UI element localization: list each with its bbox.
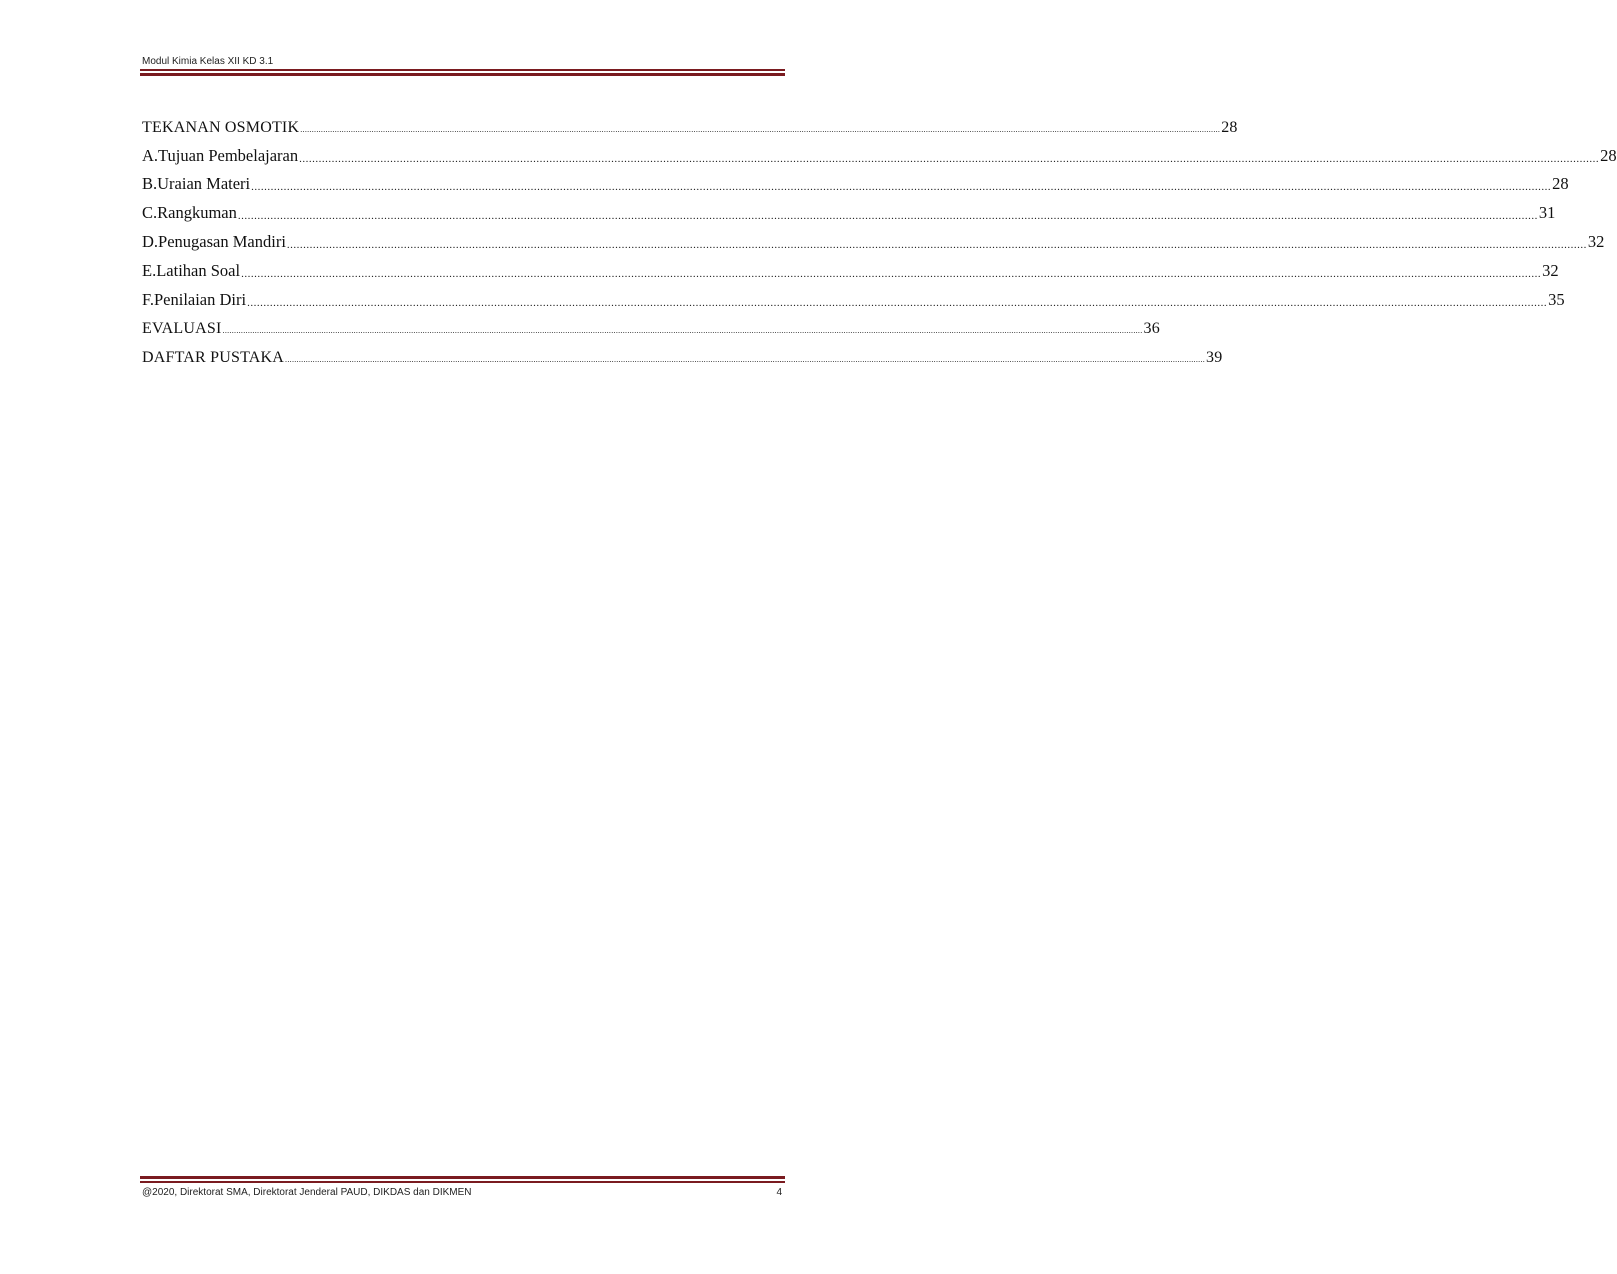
toc-entry-page: 36 <box>1143 320 1160 338</box>
footer-rule-thin <box>140 1181 785 1183</box>
toc-leader-dots: ................................................................................................................................................................................................................................................................................................................................................................................................................ <box>241 267 1542 280</box>
toc-leader-dots: ................................................................................................................................................................................................................................................................................................................................................................................................................ <box>286 238 1587 251</box>
header-rule-thin <box>140 69 785 71</box>
toc-entry-page: 32 <box>1587 231 1605 251</box>
toc-entry-page: 32 <box>1542 260 1559 280</box>
toc-entry-page: 28 <box>1221 118 1238 136</box>
table-of-contents <box>142 108 1617 367</box>
header-title: Modul Kimia Kelas XII KD 3.1 <box>142 56 274 67</box>
toc-entry-page: 28 <box>1552 174 1569 194</box>
toc-entry-label: TEKANAN OSMOTIK <box>142 118 300 136</box>
toc-entry-letter: E. <box>142 260 157 280</box>
toc-entry-label: Penilaian Diri <box>153 289 247 309</box>
footer-page-number: 4 <box>776 1187 782 1198</box>
toc-entry-letter: B. <box>142 174 158 194</box>
toc-entry-page: 31 <box>1538 203 1556 223</box>
toc-entry-letter: F. <box>142 289 154 309</box>
toc-entry-label: Rangkuman <box>157 203 237 223</box>
header-rule-thick <box>140 73 785 76</box>
toc-entry-daftar-pustaka[interactable] <box>142 338 1223 367</box>
toc-leader-dots: ................................................................................................................................................................................................................................................................................................................................................................................................................ <box>251 181 1552 194</box>
toc-entry-penugasan-mandiri[interactable] <box>142 223 1605 252</box>
toc-entry-letter: A. <box>142 145 159 165</box>
footer-copyright: @2020, Direktorat SMA, Direktorat Jenderal PAUD, DIKDAS dan DIKMEN <box>142 1187 472 1198</box>
toc-entry-letter: C. <box>142 203 158 223</box>
footer-rule-thick <box>140 1176 785 1179</box>
toc-entry-label: Penugasan Mandiri <box>158 231 286 251</box>
toc-entry-label: Latihan Soal <box>156 260 241 280</box>
toc-entry-label: DAFTAR PUSTAKA <box>142 349 285 367</box>
toc-leader-dots: ................................................................................................................................................................................................................................................................................................................................................................................................................ <box>299 152 1600 165</box>
toc-leader-dots: ................................................................................................................................................................................................................................................................................................................................................................................................................ <box>285 355 1206 365</box>
toc-entry-letter: D. <box>142 231 159 251</box>
toc-leader-dots: ................................................................................................................................................................................................................................................................................................................................................................................................................ <box>222 326 1143 336</box>
toc-entry-tekanan-osmotik[interactable] <box>142 108 1238 137</box>
toc-leader-dots: ................................................................................................................................................................................................................................................................................................................................................................................................................ <box>247 296 1548 309</box>
toc-entry-uraian-materi[interactable] <box>142 166 1569 195</box>
toc-entry-label: Uraian Materi <box>157 174 251 194</box>
toc-entry-latihan-soal[interactable] <box>142 252 1559 281</box>
toc-entry-penilaian-diri[interactable] <box>142 281 1565 310</box>
toc-entry-label: Tujuan Pembelajaran <box>158 145 299 165</box>
toc-entry-page: 35 <box>1548 289 1565 309</box>
toc-entry-page: 28 <box>1600 145 1617 165</box>
toc-leader-dots: ................................................................................................................................................................................................................................................................................................................................................................................................................ <box>237 210 1538 223</box>
toc-entry-page: 39 <box>1206 349 1223 367</box>
toc-entry-evaluasi[interactable] <box>142 310 1160 339</box>
toc-leader-dots: ................................................................................................................................................................................................................................................................................................................................................................................................................ <box>300 124 1221 134</box>
toc-entry-label: EVALUASI <box>142 320 222 338</box>
toc-entry-rangkuman[interactable] <box>142 194 1556 223</box>
toc-entry-tujuan-pembelajaran[interactable] <box>142 137 1617 166</box>
